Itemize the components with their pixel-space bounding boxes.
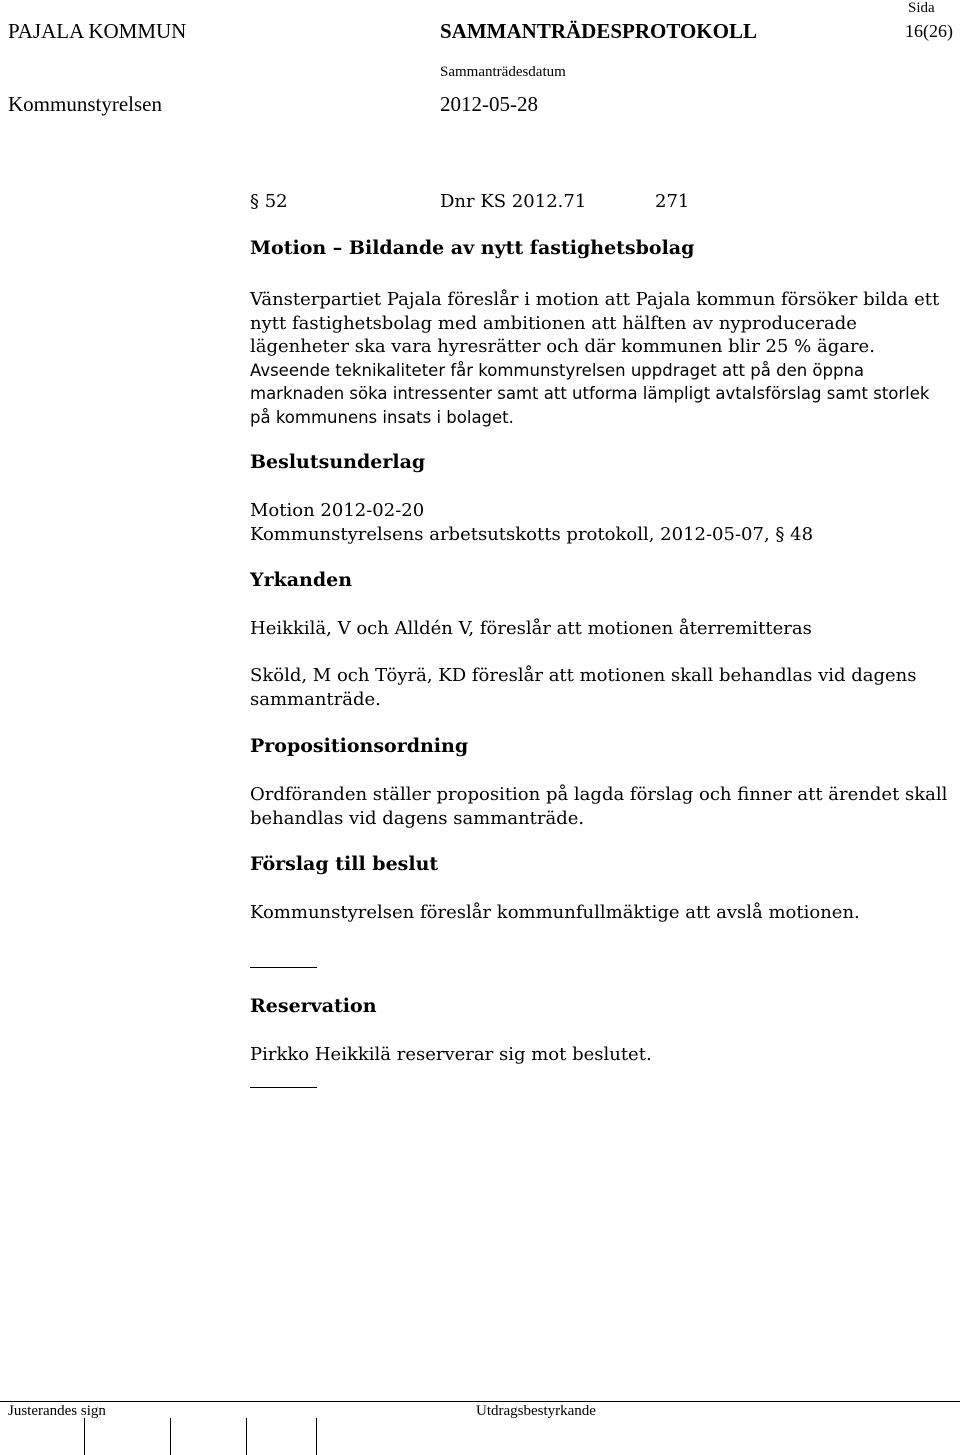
separator-line [250, 1087, 317, 1088]
signature-box-divider [316, 1418, 317, 1455]
propositionsordning-text: Ordföranden ställer proposition på lagda förslag och finner att ärendet skall behandlas vid dagens sammanträde. [250, 784, 948, 829]
extract-certification-label: Utdragsbestyrkande [476, 1403, 596, 1419]
yrkanden-heading: Yrkanden [250, 569, 353, 591]
signature-label: Justerandes sign [8, 1403, 106, 1419]
intro-text-part2: Avseende teknikaliteter får kommunstyrelsen uppdraget att på den öppna marknaden söka intressenter samt att utforma lämpligt avtalsförslag samt storlek på kommunens insats i bolaget. [250, 360, 930, 427]
separator-line [250, 967, 317, 968]
page-label: Sida [908, 0, 935, 16]
case-title: Motion – Bildande av nytt fastighetsbolag [250, 237, 695, 259]
intro-paragraph [250, 288, 950, 429]
signature-box-divider [84, 1418, 85, 1455]
organization-name: PAJALA KOMMUN [8, 19, 187, 43]
reservation-heading: Reservation [250, 995, 377, 1017]
beslutsunderlag-item: Motion 2012-02-20 [250, 500, 425, 521]
document-type: SAMMANTRÄDESPROTOKOLL [440, 19, 757, 43]
propositionsordning-heading: Propositionsordning [250, 735, 469, 757]
yrkanden-text-2: Sköld, M och Töyrä, KD föreslår att motionen skall behandlas vid dagens sammanträde. [250, 665, 917, 710]
paragraph-number: § 52 [250, 191, 288, 212]
beslutsunderlag-item: Kommunstyrelsens arbetsutskotts protokoll, 2012-05-07, § 48 [250, 523, 814, 545]
meeting-date: 2012-05-28 [440, 92, 538, 116]
intro-text-part1: Vänsterpartiet Pajala föreslår i motion att Pajala kommun försöker bilda ett nytt fastighetsbolag med ambitionen att hälften av nyproducerade lägenheter ska vara hyresrätter och där kommunen blir 25 % ägare. [250, 289, 940, 357]
case-code: 271 [655, 191, 690, 212]
footer-rule [0, 1401, 960, 1402]
diary-number: Dnr KS 2012.71 [440, 191, 587, 212]
beslutsunderlag-list [250, 499, 950, 546]
forslag-heading: Förslag till beslut [250, 853, 439, 875]
meeting-date-label: Sammanträdesdatum [440, 64, 566, 80]
page-number: 16(26) [905, 21, 953, 41]
signature-box-divider [246, 1418, 247, 1455]
yrkanden-text-1: Heikkilä, V och Alldén V, föreslår att motionen återremitteras [250, 618, 812, 639]
beslutsunderlag-heading: Beslutsunderlag [250, 451, 426, 473]
reservation-text: Pirkko Heikkilä reserverar sig mot beslutet. [250, 1044, 652, 1065]
committee-name: Kommunstyrelsen [8, 92, 162, 116]
signature-box-divider [170, 1418, 171, 1455]
forslag-text: Kommunstyrelsen föreslår kommunfullmäktige att avslå motionen. [250, 902, 860, 923]
